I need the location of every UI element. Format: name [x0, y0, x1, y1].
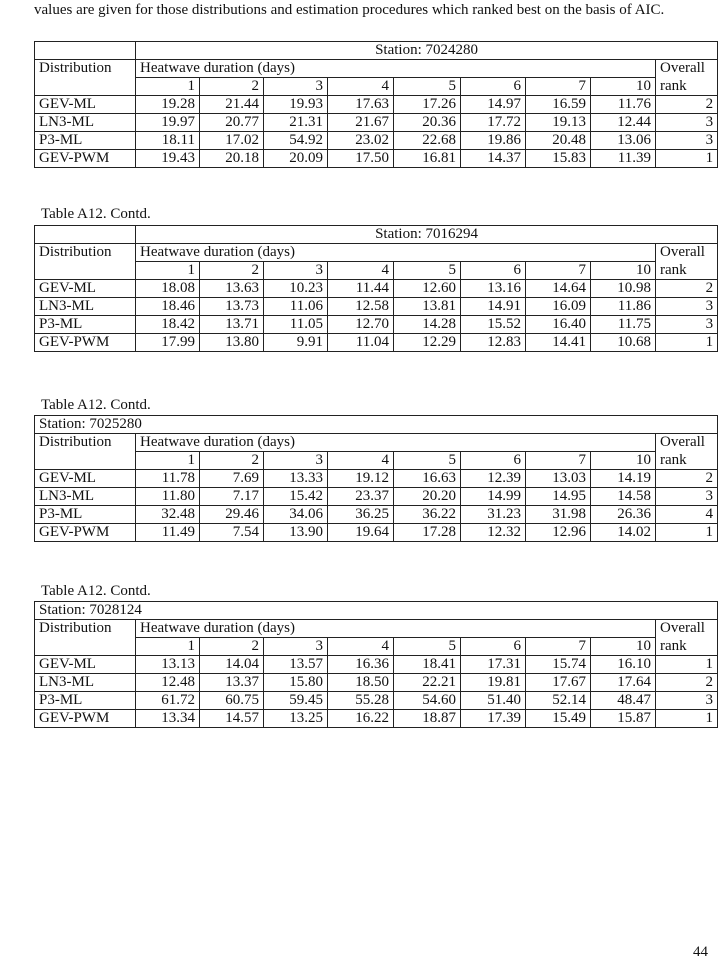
- rank-cell: 2: [656, 470, 718, 488]
- rank-cell: 1: [656, 524, 718, 542]
- value-cell: 17.72: [461, 114, 526, 132]
- rank-cell: 3: [656, 692, 718, 710]
- duration-col-4: 4: [328, 638, 394, 656]
- value-cell: 13.81: [394, 298, 461, 316]
- duration-header: Heatwave duration (days): [136, 434, 656, 452]
- table-row: [35, 150, 718, 168]
- value-cell: 18.11: [136, 132, 200, 150]
- distribution-header: Distribution: [35, 620, 136, 638]
- duration-col-10: 10: [591, 452, 656, 470]
- value-cell: 14.97: [461, 96, 526, 114]
- duration-col-1: 1: [136, 262, 200, 280]
- page-number: 44: [693, 944, 708, 960]
- duration-col-2: 2: [200, 78, 264, 96]
- value-cell: 51.40: [461, 692, 526, 710]
- value-cell: 22.68: [394, 132, 461, 150]
- value-cell: 18.42: [136, 316, 200, 334]
- value-cell: 12.39: [461, 470, 526, 488]
- rank-cell: 4: [656, 506, 718, 524]
- value-cell: 11.06: [264, 298, 328, 316]
- value-cell: 10.23: [264, 280, 328, 298]
- value-cell: 20.36: [394, 114, 461, 132]
- value-cell: 10.68: [591, 334, 656, 352]
- table-station-7025280: [34, 415, 718, 542]
- rank-header: rank: [656, 452, 718, 470]
- duration-col-6: 6: [461, 262, 526, 280]
- value-cell: 36.25: [328, 506, 394, 524]
- value-cell: 48.47: [591, 692, 656, 710]
- distribution-cell: LN3-ML: [35, 298, 136, 316]
- value-cell: 12.58: [328, 298, 394, 316]
- overall-header: Overall: [656, 620, 718, 638]
- value-cell: 17.50: [328, 150, 394, 168]
- value-cell: 11.44: [328, 280, 394, 298]
- value-cell: 12.96: [526, 524, 591, 542]
- duration-col-3: 3: [264, 262, 328, 280]
- distribution-cell: LN3-ML: [35, 674, 136, 692]
- rank-cell: 3: [656, 132, 718, 150]
- station-label: Station: 7028124: [35, 602, 718, 620]
- value-cell: 54.92: [264, 132, 328, 150]
- rank-cell: 1: [656, 656, 718, 674]
- value-cell: 36.22: [394, 506, 461, 524]
- value-cell: 9.91: [264, 334, 328, 352]
- value-cell: 14.57: [200, 710, 264, 728]
- distribution-cell: P3-ML: [35, 506, 136, 524]
- value-cell: 16.36: [328, 656, 394, 674]
- value-cell: 19.43: [136, 150, 200, 168]
- duration-header: Heatwave duration (days): [136, 60, 656, 78]
- value-cell: 11.78: [136, 470, 200, 488]
- value-cell: 19.28: [136, 96, 200, 114]
- value-cell: 61.72: [136, 692, 200, 710]
- rank-cell: 1: [656, 150, 718, 168]
- station-label: Station: 7016294: [136, 226, 718, 244]
- value-cell: 13.06: [591, 132, 656, 150]
- rank-cell: 3: [656, 488, 718, 506]
- rank-cell: 2: [656, 674, 718, 692]
- table-station-7016294: [34, 225, 718, 352]
- distribution-cell: GEV-PWM: [35, 334, 136, 352]
- rank-cell: 2: [656, 280, 718, 298]
- duration-header: Heatwave duration (days): [136, 620, 656, 638]
- overall-header: Overall: [656, 60, 718, 78]
- distribution-header: Distribution: [35, 60, 136, 78]
- distribution-header: Distribution: [35, 244, 136, 262]
- overall-header: Overall: [656, 434, 718, 452]
- duration-col-10: 10: [591, 78, 656, 96]
- distribution-cell: P3-ML: [35, 692, 136, 710]
- value-cell: 17.02: [200, 132, 264, 150]
- value-cell: 13.34: [136, 710, 200, 728]
- station-label: Station: 7025280: [35, 416, 718, 434]
- value-cell: 14.64: [526, 280, 591, 298]
- value-cell: 21.44: [200, 96, 264, 114]
- value-cell: 21.67: [328, 114, 394, 132]
- table-row: [35, 132, 718, 150]
- value-cell: 15.87: [591, 710, 656, 728]
- duration-col-6: 6: [461, 452, 526, 470]
- value-cell: 7.17: [200, 488, 264, 506]
- value-cell: 18.46: [136, 298, 200, 316]
- rank-cell: 1: [656, 710, 718, 728]
- table-caption: Table A12. Contd.: [41, 206, 151, 222]
- value-cell: 11.75: [591, 316, 656, 334]
- value-cell: 16.40: [526, 316, 591, 334]
- distribution-cell: P3-ML: [35, 316, 136, 334]
- value-cell: 16.09: [526, 298, 591, 316]
- station-label: Station: 7024280: [136, 42, 718, 60]
- value-cell: 15.52: [461, 316, 526, 334]
- value-cell: 31.98: [526, 506, 591, 524]
- table-row: [35, 470, 718, 488]
- value-cell: 19.86: [461, 132, 526, 150]
- value-cell: 17.39: [461, 710, 526, 728]
- value-cell: 55.28: [328, 692, 394, 710]
- value-cell: 13.13: [136, 656, 200, 674]
- value-cell: 15.83: [526, 150, 591, 168]
- value-cell: 15.49: [526, 710, 591, 728]
- rank-cell: 3: [656, 114, 718, 132]
- duration-col-4: 4: [328, 78, 394, 96]
- value-cell: 20.48: [526, 132, 591, 150]
- duration-col-7: 7: [526, 452, 591, 470]
- overall-header: Overall: [656, 244, 718, 262]
- distribution-cell: P3-ML: [35, 132, 136, 150]
- value-cell: 14.28: [394, 316, 461, 334]
- value-cell: 17.28: [394, 524, 461, 542]
- value-cell: 10.98: [591, 280, 656, 298]
- duration-col-5: 5: [394, 638, 461, 656]
- distribution-cell: GEV-ML: [35, 280, 136, 298]
- value-cell: 31.23: [461, 506, 526, 524]
- value-cell: 14.91: [461, 298, 526, 316]
- rank-cell: 1: [656, 334, 718, 352]
- table-row: [35, 334, 718, 352]
- value-cell: 7.69: [200, 470, 264, 488]
- distribution-cell: GEV-PWM: [35, 710, 136, 728]
- value-cell: 18.87: [394, 710, 461, 728]
- value-cell: 14.41: [526, 334, 591, 352]
- value-cell: 18.50: [328, 674, 394, 692]
- duration-col-7: 7: [526, 262, 591, 280]
- duration-col-7: 7: [526, 638, 591, 656]
- value-cell: 34.06: [264, 506, 328, 524]
- rank-cell: 3: [656, 298, 718, 316]
- value-cell: 22.21: [394, 674, 461, 692]
- value-cell: 19.64: [328, 524, 394, 542]
- value-cell: 14.02: [591, 524, 656, 542]
- table-row: [35, 506, 718, 524]
- value-cell: 12.83: [461, 334, 526, 352]
- value-cell: 59.45: [264, 692, 328, 710]
- value-cell: 23.02: [328, 132, 394, 150]
- value-cell: 19.97: [136, 114, 200, 132]
- table-row: [35, 524, 718, 542]
- value-cell: 13.73: [200, 298, 264, 316]
- duration-col-3: 3: [264, 452, 328, 470]
- value-cell: 16.63: [394, 470, 461, 488]
- value-cell: 7.54: [200, 524, 264, 542]
- value-cell: 15.80: [264, 674, 328, 692]
- duration-col-5: 5: [394, 78, 461, 96]
- value-cell: 23.37: [328, 488, 394, 506]
- value-cell: 16.59: [526, 96, 591, 114]
- value-cell: 12.29: [394, 334, 461, 352]
- value-cell: 14.58: [591, 488, 656, 506]
- value-cell: 13.25: [264, 710, 328, 728]
- value-cell: 13.71: [200, 316, 264, 334]
- value-cell: 18.08: [136, 280, 200, 298]
- value-cell: 19.13: [526, 114, 591, 132]
- value-cell: 29.46: [200, 506, 264, 524]
- table-caption: Table A12. Contd.: [41, 397, 151, 413]
- value-cell: 14.19: [591, 470, 656, 488]
- rank-cell: 3: [656, 316, 718, 334]
- value-cell: 32.48: [136, 506, 200, 524]
- value-cell: 60.75: [200, 692, 264, 710]
- duration-col-3: 3: [264, 78, 328, 96]
- value-cell: 21.31: [264, 114, 328, 132]
- duration-col-5: 5: [394, 262, 461, 280]
- value-cell: 18.41: [394, 656, 461, 674]
- value-cell: 16.10: [591, 656, 656, 674]
- value-cell: 14.04: [200, 656, 264, 674]
- value-cell: 54.60: [394, 692, 461, 710]
- value-cell: 15.74: [526, 656, 591, 674]
- value-cell: 13.16: [461, 280, 526, 298]
- value-cell: 26.36: [591, 506, 656, 524]
- table-row: [35, 710, 718, 728]
- table-row: [35, 114, 718, 132]
- value-cell: 11.05: [264, 316, 328, 334]
- duration-col-2: 2: [200, 452, 264, 470]
- value-cell: 20.18: [200, 150, 264, 168]
- value-cell: 13.03: [526, 470, 591, 488]
- table-row: [35, 488, 718, 506]
- value-cell: 14.99: [461, 488, 526, 506]
- value-cell: 13.90: [264, 524, 328, 542]
- table-row: [35, 298, 718, 316]
- duration-col-1: 1: [136, 638, 200, 656]
- value-cell: 17.67: [526, 674, 591, 692]
- table-row: [35, 674, 718, 692]
- value-cell: 20.77: [200, 114, 264, 132]
- value-cell: 11.86: [591, 298, 656, 316]
- value-cell: 12.48: [136, 674, 200, 692]
- distribution-cell: LN3-ML: [35, 488, 136, 506]
- table-row: [35, 280, 718, 298]
- value-cell: 20.20: [394, 488, 461, 506]
- value-cell: 17.99: [136, 334, 200, 352]
- table-row: [35, 96, 718, 114]
- distribution-cell: GEV-PWM: [35, 150, 136, 168]
- value-cell: 17.64: [591, 674, 656, 692]
- value-cell: 11.04: [328, 334, 394, 352]
- table-station-7024280: [34, 41, 718, 168]
- duration-col-6: 6: [461, 78, 526, 96]
- value-cell: 13.80: [200, 334, 264, 352]
- value-cell: 13.33: [264, 470, 328, 488]
- value-cell: 20.09: [264, 150, 328, 168]
- table-row: [35, 692, 718, 710]
- value-cell: 16.81: [394, 150, 461, 168]
- value-cell: 52.14: [526, 692, 591, 710]
- duration-col-2: 2: [200, 638, 264, 656]
- table-row: [35, 316, 718, 334]
- duration-col-3: 3: [264, 638, 328, 656]
- value-cell: 15.42: [264, 488, 328, 506]
- value-cell: 11.80: [136, 488, 200, 506]
- value-cell: 12.60: [394, 280, 461, 298]
- table-station-7028124: [34, 601, 718, 728]
- duration-col-6: 6: [461, 638, 526, 656]
- value-cell: 12.44: [591, 114, 656, 132]
- duration-col-4: 4: [328, 262, 394, 280]
- duration-header: Heatwave duration (days): [136, 244, 656, 262]
- rank-header: rank: [656, 78, 718, 96]
- value-cell: 11.39: [591, 150, 656, 168]
- duration-col-10: 10: [591, 638, 656, 656]
- table-caption: Table A12. Contd.: [41, 583, 151, 599]
- distribution-header: Distribution: [35, 434, 136, 452]
- table-row: [35, 656, 718, 674]
- value-cell: 17.26: [394, 96, 461, 114]
- duration-col-4: 4: [328, 452, 394, 470]
- duration-col-7: 7: [526, 78, 591, 96]
- distribution-cell: GEV-PWM: [35, 524, 136, 542]
- distribution-cell: GEV-ML: [35, 656, 136, 674]
- distribution-cell: LN3-ML: [35, 114, 136, 132]
- rank-header: rank: [656, 638, 718, 656]
- value-cell: 17.31: [461, 656, 526, 674]
- value-cell: 14.37: [461, 150, 526, 168]
- value-cell: 16.22: [328, 710, 394, 728]
- rank-cell: 2: [656, 96, 718, 114]
- value-cell: 19.81: [461, 674, 526, 692]
- distribution-cell: GEV-ML: [35, 96, 136, 114]
- value-cell: 12.32: [461, 524, 526, 542]
- value-cell: 11.49: [136, 524, 200, 542]
- value-cell: 12.70: [328, 316, 394, 334]
- value-cell: 13.63: [200, 280, 264, 298]
- duration-col-5: 5: [394, 452, 461, 470]
- duration-col-1: 1: [136, 452, 200, 470]
- value-cell: 13.37: [200, 674, 264, 692]
- value-cell: 14.95: [526, 488, 591, 506]
- value-cell: 19.93: [264, 96, 328, 114]
- duration-col-10: 10: [591, 262, 656, 280]
- value-cell: 17.63: [328, 96, 394, 114]
- duration-col-2: 2: [200, 262, 264, 280]
- duration-col-1: 1: [136, 78, 200, 96]
- rank-header: rank: [656, 262, 718, 280]
- value-cell: 11.76: [591, 96, 656, 114]
- value-cell: 13.57: [264, 656, 328, 674]
- distribution-cell: GEV-ML: [35, 470, 136, 488]
- value-cell: 19.12: [328, 470, 394, 488]
- intro-paragraph: values are given for those distributions and estimation procedures which ranked best on the basis of AIC.: [34, 2, 665, 18]
